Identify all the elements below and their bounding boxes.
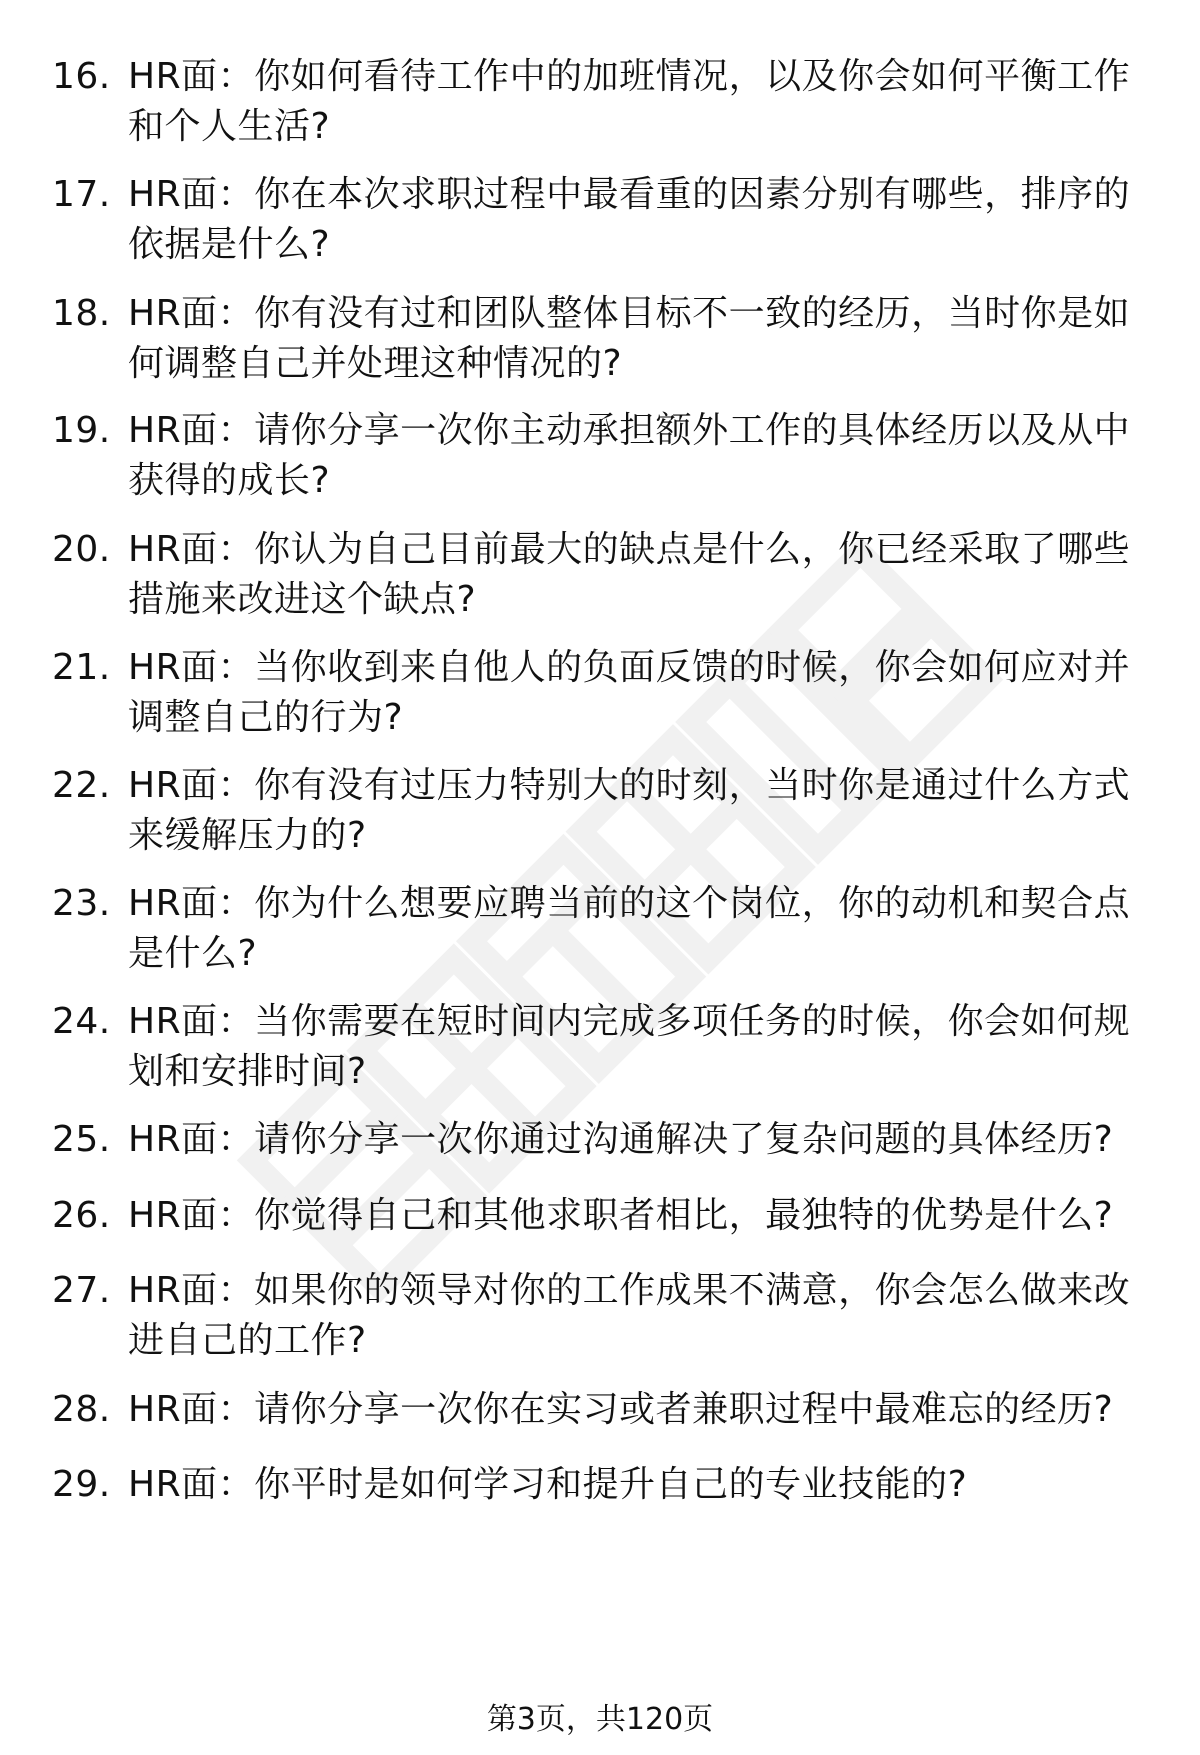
question-text: HR面：你如何看待工作中的加班情况，以及你会如何平衡工作和个人生活? (128, 56, 1131, 147)
question-number: 28. (52, 1389, 111, 1430)
list-item (52, 406, 1162, 506)
question-number: 16. (52, 56, 111, 97)
question-number: 17. (52, 174, 111, 215)
list-item (52, 643, 1162, 743)
question-number: 20. (52, 529, 111, 570)
question-text: HR面：你为什么想要应聘当前的这个岗位，你的动机和契合点是什么? (128, 883, 1131, 974)
question-text: HR面：如果你的领导对你的工作成果不满意，你会怎么做来改进自己的工作? (128, 1270, 1131, 1361)
question-text: HR面：你有没有过和团队整体目标不一致的经历，当时你是如何调整自己并处理这种情况的? (128, 293, 1131, 384)
list-item (52, 761, 1162, 861)
question-number: 26. (52, 1195, 111, 1236)
question-number: 29. (52, 1464, 111, 1505)
list-item (52, 525, 1162, 625)
question-text: HR面：请你分享一次你在实习或者兼职过程中最难忘的经历? (128, 1389, 1114, 1430)
question-text: HR面：你平时是如何学习和提升自己的专业技能的? (128, 1464, 968, 1505)
question-number: 25. (52, 1119, 111, 1160)
question-number: 24. (52, 1001, 111, 1042)
question-text: HR面：请你分享一次你通过沟通解决了复杂问题的具体经历? (128, 1119, 1114, 1160)
list-item (52, 289, 1162, 389)
question-text: HR面：当你收到来自他人的负面反馈的时候，你会如何应对并调整自己的行为? (128, 647, 1131, 738)
list-item (52, 170, 1162, 270)
list-item (52, 1266, 1162, 1366)
question-text: HR面：你觉得自己和其他求职者相比，最独特的优势是什么? (128, 1195, 1114, 1236)
list-item (52, 1460, 1162, 1510)
list-item (52, 879, 1162, 979)
question-text: HR面：当你需要在短时间内完成多项任务的时候，你会如何规划和安排时间? (128, 1001, 1131, 1092)
list-item (52, 1191, 1162, 1241)
question-number: 19. (52, 410, 111, 451)
question-number: 18. (52, 293, 111, 334)
question-number: 27. (52, 1270, 111, 1311)
question-text: HR面：你认为自己目前最大的缺点是什么，你已经采取了哪些措施来改进这个缺点? (128, 529, 1131, 620)
list-item (52, 997, 1162, 1097)
question-text: HR面：请你分享一次你主动承担额外工作的具体经历以及从中获得的成长? (128, 410, 1131, 501)
question-text: HR面：你在本次求职过程中最看重的因素分别有哪些，排序的依据是什么? (128, 174, 1131, 265)
question-text: HR面：你有没有过压力特别大的时刻，当时你是通过什么方式来缓解压力的? (128, 765, 1131, 856)
question-number: 21. (52, 647, 111, 688)
question-number: 23. (52, 883, 111, 924)
page-number-footer: 第3页，共120页 (486, 1702, 714, 1737)
list-item (52, 1385, 1162, 1435)
question-number: 22. (52, 765, 111, 806)
list-item (52, 1115, 1162, 1165)
list-item (52, 52, 1162, 152)
